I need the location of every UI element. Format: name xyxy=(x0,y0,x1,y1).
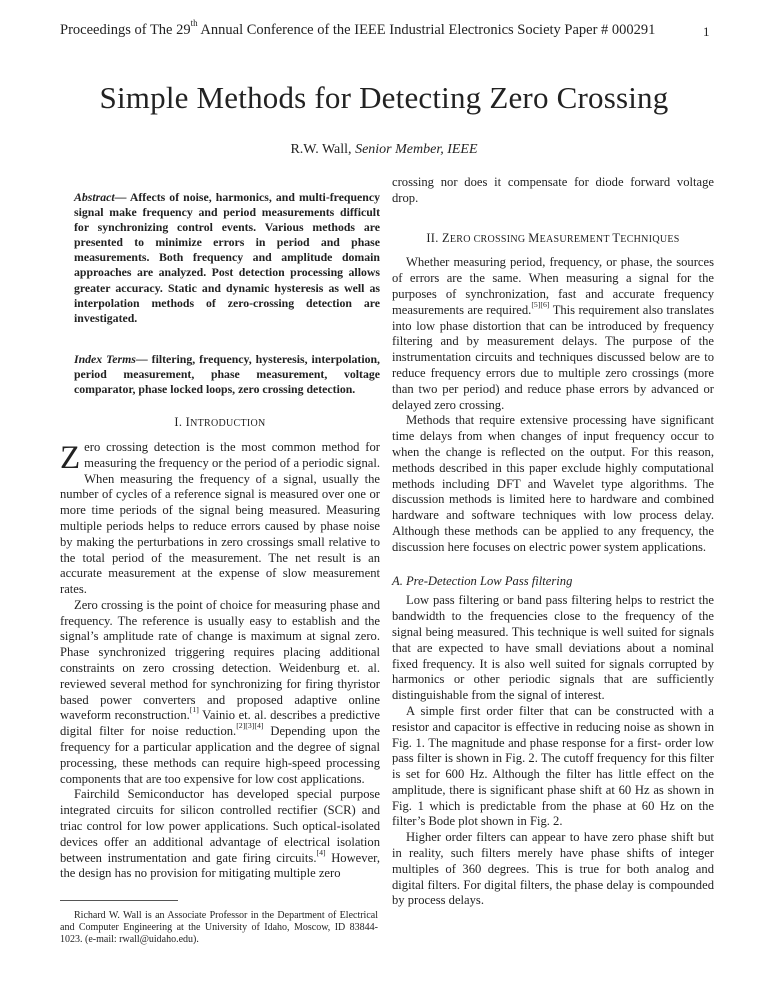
intro-p1-text: ero crossing detection is the most common method for measuring the frequency or the period of a periodic signal. When measuring the frequency of a signal, usually the number of cycles of a reference signal is measured over one or more time periods of the signal being measured. Measuring multiple periods helps to reduce errors caused by phase noise by making the perturbations in zero crossings small relative to the total period of the measurement. The net result is an accurate measurement at the expense of slow measurement rates. xyxy=(60,439,380,597)
index-terms-dash: — xyxy=(135,351,152,366)
citation-1: [1] xyxy=(189,705,199,715)
author-membership: Senior Member, IEEE xyxy=(355,142,478,157)
footnote-rule xyxy=(60,900,178,901)
techniques-p1a: Whether measuring period, frequency, or phase, the sources of errors are the same. When measuring a signal for the purposes of synchronization, fast and accurate frequency measurements are required. xyxy=(392,255,714,317)
index-terms xyxy=(60,352,380,397)
page-number: 1 xyxy=(703,24,710,39)
right-column xyxy=(392,175,714,909)
techniques-p1b: This requirement also translates into low phase distortion that can be introduced by frequency filtering and by measurement delays. The purpose of the instrumentation circuits and techniques discussed below are to reduce frequency errors due to multiple zero crossings (more than two per period) and reduce phase errors by advanced or delayed zero crossing. xyxy=(392,302,714,412)
left-column xyxy=(60,190,380,882)
author-name: R.W. Wall, xyxy=(290,142,356,157)
index-terms-label: Index Terms xyxy=(74,351,136,366)
footnote-text: Richard W. Wall is an Associate Professor in the Department of Electrical and Computer Engineering at the University of Idaho, Moscow, ID 83844-1023. (e-mail: rwall@uidaho.edu). xyxy=(60,910,378,946)
filtering-paragraph-2: A simple first order filter that can be constructed with a resistor and capacitor is effective in reducing noise as shown in Fig. 1. The magnitude and phase response for a first- order low pass filter is shown in Fig. 2. The cutoff frequency for this filter is set for 600 Hz. Although the filter has little effect on the amplitude, there is significant phase shift at 60 Hz as shown in Fig. 1 which is predictable from the phase at 60 Hz on the filter’s Bode plot shown in Fig. 2. xyxy=(392,703,714,829)
intro-p2b: Vainio et. al. describes a predictive digital filter for noise reduction. xyxy=(60,708,380,739)
section2-cap2: M xyxy=(528,230,540,245)
section2-numeral: II. xyxy=(426,230,442,245)
header-text xyxy=(60,17,656,39)
section2-rest1: ERO CROSSING xyxy=(449,233,529,245)
header-prefix: Proceedings of The 29 xyxy=(60,22,191,38)
intro-p2c: Depending upon the frequency for a particular application and the degree of signal processing, these methods can require high-speed processing components that are too expensive for low cost applications. xyxy=(60,724,380,786)
filtering-paragraph-1: Low pass filtering or band pass filtering helps to restrict the bandwidth to the frequencies close to the frequency of the signal being measured. This technique is well suited for signals that are expected to have small deviations about a nominal fixed frequency. It is also well suited for signals corrupted by harmonics or other periodic signals that are sufficiently distinguishable from the signal of interest. xyxy=(392,593,714,703)
intro-paragraph-3 xyxy=(60,787,380,882)
section2-cap1: Z xyxy=(442,230,450,245)
author-line xyxy=(0,142,768,158)
abstract-label: Abstract xyxy=(74,190,115,204)
section2-rest3: ECHNIQUES xyxy=(620,233,680,245)
intro-continuation: crossing nor does it compensate for diode forward voltage drop. xyxy=(392,175,714,205)
intro-p3b: However, the design has no provision for mitigating multiple zero xyxy=(60,850,381,881)
intro-paragraph-1 xyxy=(60,440,380,598)
header-superscript: th xyxy=(190,17,198,28)
intro-p3a: Fairchild Semiconductor has developed special purpose integrated circuits for silicon controlled rectifier (SCR) and triac control for low power applications. Such optical-isolated devices offer an additional advantage of electrical isolation between instrumentation and gate firing circuits. xyxy=(60,787,380,865)
paper-title: Simple Methods for Detecting Zero Crossing xyxy=(99,80,669,115)
filtering-paragraph-3: Higher order filters can appear to have zero phase shift but in reality, such filters merely have phase shifts of integer multiples of 360 degrees. This is true for both analog and digital filters. For digital filters, the phase delay is compounded by process delays. xyxy=(392,830,714,908)
citation-2-4: [2][3][4] xyxy=(236,721,264,731)
subsection-heading-low-pass: A. Pre-Detection Low Pass filtering xyxy=(392,573,573,588)
section-heading-introduction xyxy=(60,415,380,432)
section1-cap: I xyxy=(185,415,191,430)
drop-cap: Z xyxy=(60,439,81,476)
section1-numeral: I. xyxy=(174,415,186,430)
header-suffix: Annual Conference of the IEEE Industrial Electronics Society Paper # 000291 xyxy=(197,22,656,38)
techniques-paragraph-1 xyxy=(392,255,714,413)
intro-p2a: Zero crossing is the point of choice for measuring phase and frequency. The reference is usually easy to establish and the signal’s amplitude rate of change is maximum at signal zero. Phase synchronized triggering requires placing additional constraints on zero crossing detection. Weidenburg et. al. reviewed several method for synchronizing for firing thyristor based power converters and proposed adaptive online waveform reconstruction. xyxy=(60,597,380,723)
section1-rest: NTRODUCTION xyxy=(190,418,266,430)
abstract xyxy=(60,190,380,326)
index-terms-text: filtering, frequency, hysteresis, interpolation, period measurement, phase measurement, voltage comparator, phase locked loops, zero crossing detection. xyxy=(74,351,381,397)
abstract-text: Affects of noise, harmonics, and multi-frequency signal make frequency and period measurements difficult for synchronizing control events. Various methods are presented to minimize errors in period and phase measurements. Both frequency and amplitude domain approaches are analyzed. Post detection processing allows greater accuracy. Static and dynamic hysteresis as well as interpolation methods of zero-crossing detection are investigated. xyxy=(74,190,380,325)
section2-rest2: EASUREMENT xyxy=(539,233,613,245)
section-heading-techniques xyxy=(392,231,714,248)
author-footnote xyxy=(60,910,378,947)
intro-paragraph-2 xyxy=(60,598,380,788)
citation-5-6: [5][6] xyxy=(531,299,550,309)
abstract-dash: — xyxy=(114,190,130,204)
section2-cap3: T xyxy=(612,230,621,245)
citation-4: [4] xyxy=(316,847,326,857)
techniques-paragraph-2: Methods that require extensive processing have significant time delays from when changes of input frequency occur to when the change is reflected on the output. For this reason, methods described in this paper exclude highly computational methods including DFT and Wavelet type algorithms. The discussion methods is limited here to hardware and combined hardware and software techniques with low process delay. Although these methods can be applied to any frequency, the discussion here focuses on electric power system applications. xyxy=(392,413,714,554)
